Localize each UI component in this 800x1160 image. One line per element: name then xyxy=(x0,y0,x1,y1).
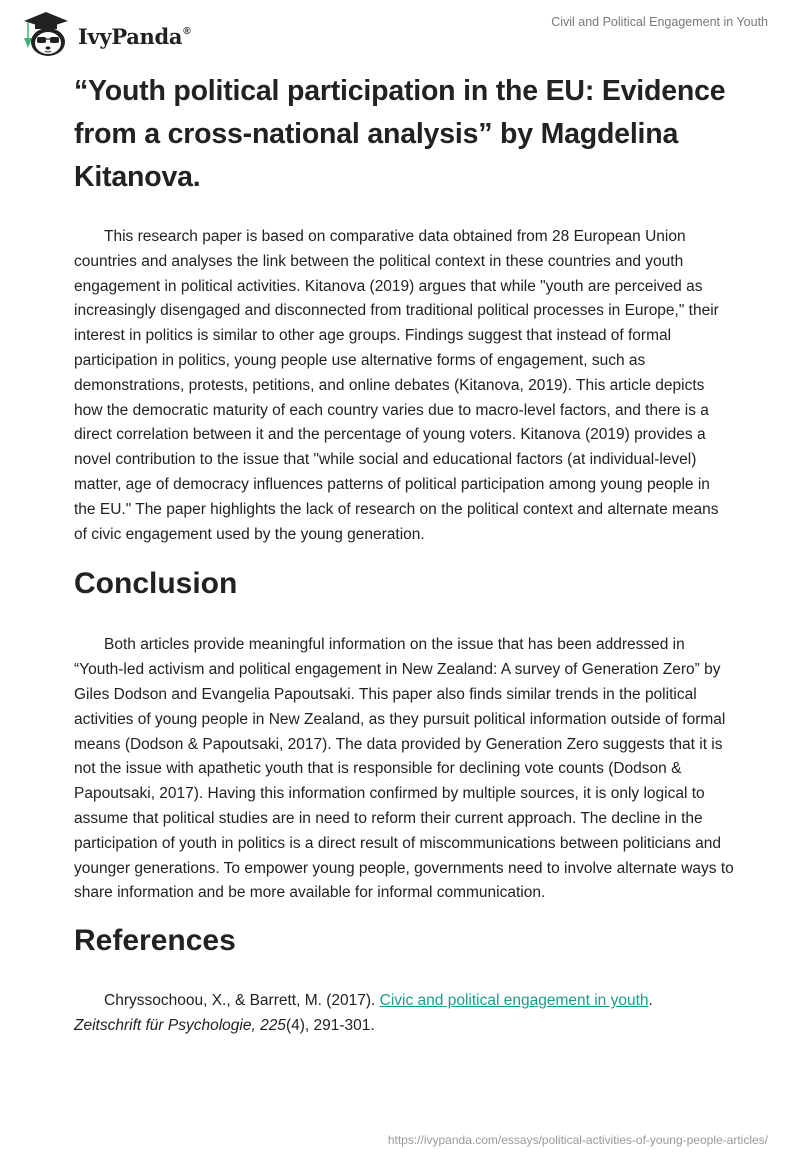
logo-wordmark: IvyPanda® xyxy=(78,23,191,49)
article-title: “Youth political participation in the EU: Evidence from a cross-national analysis” by Magdelina Kitanova. xyxy=(74,75,726,193)
reference-link[interactable]: Civic and political engagement in youth xyxy=(379,992,649,1010)
running-title: Civil and Political Engagement in Youth xyxy=(551,15,768,29)
reference-punct: . xyxy=(648,992,653,1010)
reference-issue-pages: (4), 291-301. xyxy=(285,1016,375,1034)
reference-authors: Chryssochoou, X., & Barrett, M. (2017). xyxy=(104,992,380,1010)
conclusion-heading: Conclusion xyxy=(74,567,238,601)
reference-journal: Zeitschrift für Psychologie, 225 xyxy=(74,1016,286,1034)
article-body xyxy=(74,70,734,1039)
page-header xyxy=(0,0,800,64)
ivypanda-logo[interactable] xyxy=(18,8,190,58)
body-paragraph: This research paper is based on comparative data obtained from 28 European Union countries and analyses the link between the political context in these countries and youth engagement in political activities. Kitanova (2019) argues that while "youth are perceived as increasingly disengaged and disconnected from traditional political processes in Europe," their interest in politics is similar to other age groups. Findings suggest that instead of formal participation in politics, young people use alternative forms of engagement, such as demonstrations, protests, petitions, and online debates (Kitanova, 2019). This article depicts how the democratic maturity of each country varies due to macro-level factors, and there is a direct correlation between it and the percentage of young voters. Kitanova (2019) provides a novel contribution to the issue that "while social and educational factors (at individual-level) matter, age of democracy influences patterns of political participation among young people in the EU." The paper highlights the lack of research on the political context and alternate means of civic engagement used by the young generation. xyxy=(74,228,719,543)
panda-graduate-icon xyxy=(18,8,74,58)
references-heading: References xyxy=(74,924,236,958)
source-url: https://ivypanda.com/essays/political-activities-of-young-people-articles/ xyxy=(387,1133,768,1147)
conclusion-paragraph: Both articles provide meaningful information on the issue that has been addressed in “Youth-led activism and political engagement in New Zealand: A survey of Generation Zero” by Giles Dodson and Evangelia Papoutsaki. This paper also finds similar trends in the political activities of young people in New Zealand, as they pursuit political information outside of formal means (Dodson & Papoutsaki, 2017). The data provided by Generation Zero suggests that it is not the issue with apathetic youth that is responsible for declining vote counts (Dodson & Papoutsaki, 2017). Having this information confirmed by multiple sources, it is only logical to assume that political studies are in need to reform their current approach. The decline in the participation of youth in politics is a direct result of miscommunications between politicians and younger generations. To empower young people, governments need to involve alternate ways to share information and be more available for informal communication. xyxy=(74,636,734,902)
reference-entry xyxy=(74,989,734,1039)
